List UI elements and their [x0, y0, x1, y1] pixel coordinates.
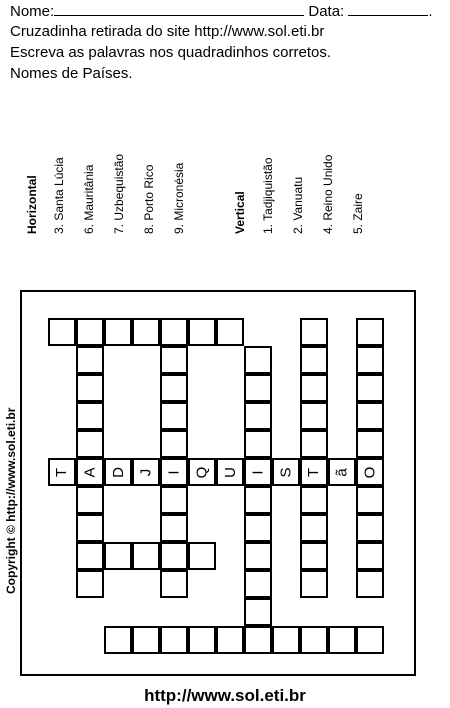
grid-cell[interactable]: [244, 542, 272, 570]
grid-cell[interactable]: [300, 542, 328, 570]
grid-cell[interactable]: [356, 570, 384, 598]
grid-cell[interactable]: [244, 374, 272, 402]
grid-cell[interactable]: [160, 318, 188, 346]
grid-cell[interactable]: [272, 626, 300, 654]
grid-cell[interactable]: [76, 486, 104, 514]
vertical-clue-5: 5. Zaire: [351, 193, 365, 234]
date-field[interactable]: [348, 2, 428, 16]
grid-cell[interactable]: [132, 626, 160, 654]
grid-cell[interactable]: [244, 402, 272, 430]
horizontal-clue-6: 6. Mauritânia: [82, 164, 96, 234]
vertical-title: Vertical: [233, 191, 247, 234]
grid-cell[interactable]: [300, 374, 328, 402]
grid-cell[interactable]: [160, 346, 188, 374]
grid-cell[interactable]: [300, 430, 328, 458]
grid-cell[interactable]: [244, 626, 272, 654]
footer-url: http://www.sol.eti.br: [144, 686, 306, 705]
grid-letter: U: [221, 466, 239, 478]
grid-cell[interactable]: [244, 514, 272, 542]
grid-cell[interactable]: [356, 458, 384, 486]
grid-cell[interactable]: [188, 458, 216, 486]
vertical-clue-1: 1. Tadjiquistão: [261, 157, 275, 234]
grid-cell[interactable]: [160, 626, 188, 654]
grid-cell[interactable]: [216, 318, 244, 346]
grid-cell[interactable]: [76, 374, 104, 402]
grid-cell[interactable]: [132, 458, 160, 486]
grid-cell[interactable]: [132, 318, 160, 346]
grid-letter: I: [165, 469, 183, 475]
grid-cell[interactable]: [160, 374, 188, 402]
grid-cell[interactable]: [188, 318, 216, 346]
grid-cell[interactable]: [356, 402, 384, 430]
grid-cell[interactable]: [244, 570, 272, 598]
grid-letter: A: [81, 466, 99, 478]
grid-cell[interactable]: [356, 542, 384, 570]
vertical-clue-2: 2. Vanuatu: [291, 176, 305, 234]
grid-cell[interactable]: [216, 626, 244, 654]
horizontal-title: Horizontal: [25, 175, 39, 234]
grid-letter: S: [277, 466, 295, 478]
grid-cell[interactable]: [300, 402, 328, 430]
horizontal-clue-9: 9. Micronésia: [172, 162, 186, 234]
grid-letter: D: [109, 466, 127, 478]
grid-cell[interactable]: [76, 542, 104, 570]
grid-cell[interactable]: [356, 346, 384, 374]
grid-cell[interactable]: [300, 514, 328, 542]
grid-cell[interactable]: [160, 430, 188, 458]
grid-cell[interactable]: [356, 486, 384, 514]
instruction-line: Escreva as palavras nos quadradinhos corretos.: [10, 44, 332, 61]
grid-cell[interactable]: [48, 458, 76, 486]
date-end: .: [428, 3, 433, 20]
grid-cell[interactable]: [216, 458, 244, 486]
grid-cell[interactable]: [244, 346, 272, 374]
grid-cell[interactable]: [76, 570, 104, 598]
grid-cell[interactable]: [272, 458, 300, 486]
name-label: Nome:: [10, 3, 55, 20]
grid-cell[interactable]: [328, 458, 356, 486]
grid-cell[interactable]: [76, 458, 104, 486]
date-label: Data:: [308, 3, 345, 20]
grid-letter: O: [361, 466, 379, 478]
grid-cell[interactable]: [356, 430, 384, 458]
grid-cell[interactable]: [244, 430, 272, 458]
grid-cell[interactable]: [160, 514, 188, 542]
grid-cell[interactable]: [244, 458, 272, 486]
grid-cell[interactable]: [300, 318, 328, 346]
grid-letter: ã: [333, 467, 351, 477]
grid-letter: I: [249, 469, 267, 475]
grid-cell[interactable]: [160, 458, 188, 486]
grid-letter: T: [305, 467, 323, 477]
grid-cell[interactable]: [244, 598, 272, 626]
grid-cell[interactable]: [160, 402, 188, 430]
grid-cell[interactable]: [188, 626, 216, 654]
grid-cell[interactable]: [300, 626, 328, 654]
grid-cell[interactable]: [132, 542, 160, 570]
grid-cell[interactable]: [300, 458, 328, 486]
grid-letter: T: [53, 467, 71, 477]
grid-cell[interactable]: [188, 542, 216, 570]
grid-cell[interactable]: [104, 318, 132, 346]
grid-cell[interactable]: [76, 318, 104, 346]
grid-cell[interactable]: [356, 318, 384, 346]
grid-letter: J: [137, 468, 155, 476]
topic-line: Nomes de Países.: [10, 65, 133, 82]
horizontal-clue-7: 7. Uzbequistão: [112, 153, 126, 234]
grid-cell[interactable]: [76, 430, 104, 458]
grid-cell[interactable]: [356, 514, 384, 542]
grid-cell[interactable]: [328, 626, 356, 654]
copyright-notice: Copyright © http://www.sol.eti.br: [4, 407, 18, 594]
grid-cell[interactable]: [244, 486, 272, 514]
grid-cell[interactable]: [300, 486, 328, 514]
grid-cell[interactable]: [160, 486, 188, 514]
grid-cell[interactable]: [48, 318, 76, 346]
grid-cell[interactable]: [160, 542, 188, 570]
name-date-line: [10, 2, 433, 21]
source-line: Cruzadinha retirada do site http://www.sol.eti.br: [10, 23, 325, 40]
name-field[interactable]: [54, 2, 304, 16]
grid-cell[interactable]: [104, 542, 132, 570]
grid-cell[interactable]: [76, 346, 104, 374]
horizontal-clue-3: 3. Santa Lúcia: [52, 157, 66, 234]
grid-cell[interactable]: [160, 570, 188, 598]
grid-cell[interactable]: [76, 402, 104, 430]
grid-cell[interactable]: [104, 458, 132, 486]
grid-cell[interactable]: [300, 346, 328, 374]
grid-letter: Q: [193, 466, 211, 478]
grid-cell[interactable]: [104, 626, 132, 654]
grid-cell[interactable]: [356, 626, 384, 654]
grid-cell[interactable]: [300, 570, 328, 598]
horizontal-clue-8: 8. Porto Rico: [142, 164, 156, 234]
grid-cell[interactable]: [356, 374, 384, 402]
grid-cell[interactable]: [76, 514, 104, 542]
vertical-clue-4: 4. Reino Unido: [321, 154, 335, 234]
